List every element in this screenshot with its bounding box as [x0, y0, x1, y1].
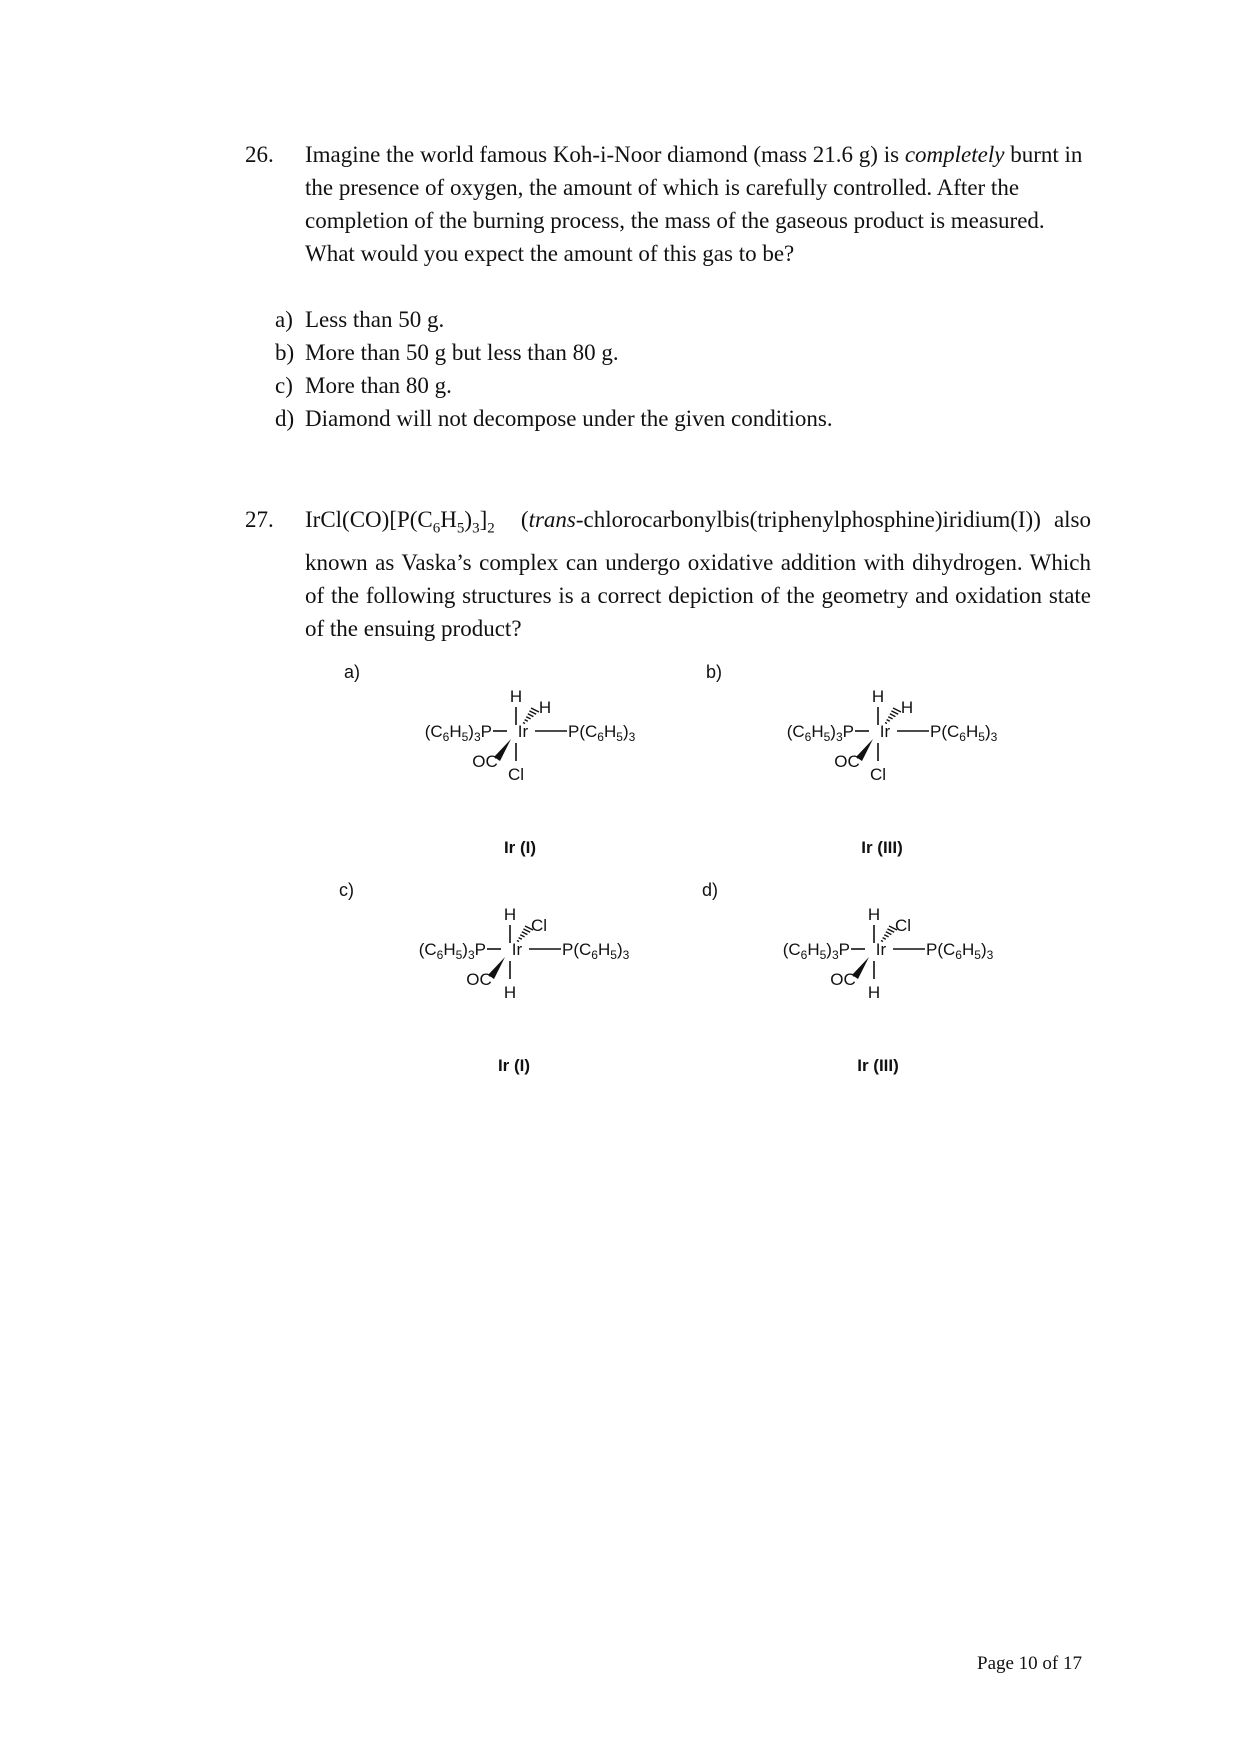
hashed-bond-mark — [890, 714, 896, 717]
hashed-bond-mark — [529, 711, 536, 714]
hashed-bond-mark — [891, 711, 898, 714]
option-text: Diamond will not decompose under the given conditions. — [305, 406, 833, 431]
hashed-bond-mark — [526, 717, 530, 719]
structure-label: a) — [343, 662, 360, 682]
atom-bottom: Cl — [507, 765, 525, 784]
question-26-emphasis: completely — [904, 142, 1005, 167]
structure-label: b) — [705, 662, 722, 682]
option-label: b) — [275, 340, 295, 365]
atom-diagonal: Cl — [530, 916, 548, 935]
structure-label: c) — [339, 880, 354, 900]
structures-panel — [330, 662, 1080, 1100]
atom-top: H — [509, 687, 523, 706]
oxidation-state-caption: Ir (III) — [861, 838, 903, 857]
hashed-bond-mark — [886, 932, 892, 935]
hashed-bond-mark — [887, 720, 890, 722]
question-27-text-rest: also known as Vaska’s complex can undergo oxidative addition with dihydrogen. Which of the following structures is a correct depiction of the geometry and oxidation state of the ensuing product? — [305, 507, 1092, 641]
hashed-bond-mark — [883, 938, 886, 940]
formula-sub: 5 — [456, 520, 465, 537]
carbonyl-ligand: OC — [830, 970, 856, 989]
question-27-number: 27. — [245, 507, 274, 532]
hashed-bond-mark — [520, 935, 524, 937]
hashed-bond-mark — [887, 929, 894, 932]
atom-diagonal: H — [900, 698, 914, 717]
hashed-bond-mark — [525, 720, 528, 722]
carbonyl-ligand: OC — [472, 752, 498, 771]
carbonyl-ligand: OC — [466, 970, 492, 989]
formula-sub: 3 — [472, 520, 480, 537]
formula-sub: 6 — [432, 520, 441, 537]
vaska-formula — [305, 507, 495, 537]
formula-part: IrCl(CO)[P(C — [305, 507, 433, 532]
option-a — [275, 303, 833, 336]
option-text: Less than 50 g. — [305, 307, 445, 332]
ligand-left: $(C_6H_5)_3P$ — [786, 722, 854, 744]
formula-part: ) — [464, 507, 473, 532]
hashed-bond-mark — [519, 938, 522, 940]
atom-bottom: H — [503, 983, 517, 1002]
metal-atom: Ir — [511, 940, 523, 959]
question-26-options — [275, 303, 833, 435]
hashed-bond-mark — [522, 932, 528, 935]
option-b — [275, 336, 833, 369]
hashed-bond-mark — [884, 935, 888, 937]
atom-top: H — [871, 687, 885, 706]
hashed-bond-mark — [531, 708, 539, 712]
carbonyl-ligand: OC — [834, 752, 860, 771]
oxidation-state-caption: Ir (I) — [503, 838, 537, 857]
question-26-number: 26. — [245, 142, 274, 167]
structure-label: d) — [701, 880, 718, 900]
metal-atom: Ir — [517, 722, 529, 741]
metal-atom: Ir — [879, 722, 891, 741]
atom-top: H — [503, 905, 517, 924]
option-d — [275, 402, 833, 435]
oxidation-state-caption: Ir (III) — [857, 1056, 899, 1075]
ligand-right: $P(C_6H_5)_3$ — [562, 940, 630, 962]
ligand-right: $P(C_6H_5)_3$ — [926, 940, 994, 962]
paren: ( — [520, 507, 529, 532]
ligand-left: $(C_6H_5)_3P$ — [782, 940, 850, 962]
oxidation-state-caption: Ir (I) — [497, 1056, 531, 1075]
hashed-bond-mark — [528, 714, 534, 717]
page-number: Page 10 of 17 — [977, 1653, 1083, 1674]
atom-diagonal: Cl — [894, 916, 912, 935]
ligand-left: $(C_6H_5)_3P$ — [418, 940, 486, 962]
structure-a — [344, 662, 636, 857]
ligand-left: $(C_6H_5)_3P$ — [424, 722, 492, 744]
iupac-name: -chlorocarbonylbis(triphenylphosphine)iridium(I)) — [575, 507, 1041, 532]
hashed-bond-mark — [888, 717, 892, 719]
structure-b — [706, 662, 998, 857]
structure-d — [702, 880, 994, 1075]
option-text: More than 50 g but less than 80 g. — [305, 340, 619, 365]
option-label: a) — [275, 307, 293, 332]
ligand-right: $P(C_6H_5)_3$ — [568, 722, 636, 744]
hashed-bond-mark — [893, 708, 901, 712]
ligand-right: $P(C_6H_5)_3$ — [930, 722, 998, 744]
option-label: c) — [275, 373, 293, 398]
formula-part: ] — [479, 507, 488, 532]
structures-svg — [330, 662, 1080, 1100]
formula-sub: 2 — [487, 520, 495, 537]
question-26-text-end: burnt in the presence of oxygen, the amount of which is carefully controlled. After the completion of the burning process, the mass of the gaseous product is measured. What would you expect the amount of this gas to be? — [305, 142, 1083, 266]
structure-c — [339, 880, 630, 1075]
hashed-bond-mark — [523, 929, 530, 932]
metal-atom: Ir — [875, 940, 887, 959]
atom-top: H — [867, 905, 881, 924]
question-26-text — [305, 138, 1095, 270]
option-text: More than 80 g. — [305, 373, 452, 398]
atom-bottom: H — [867, 983, 881, 1002]
question-26-text-start: Imagine the world famous Koh-i-Noor diamond (mass 21.6 g) is — [305, 142, 905, 167]
option-label: d) — [275, 406, 295, 431]
option-c — [275, 369, 833, 402]
atom-diagonal: H — [538, 698, 552, 717]
atom-bottom: Cl — [869, 765, 887, 784]
trans-emphasis: trans — [528, 507, 576, 532]
question-27-text — [305, 503, 1091, 645]
formula-part: H — [440, 507, 457, 532]
